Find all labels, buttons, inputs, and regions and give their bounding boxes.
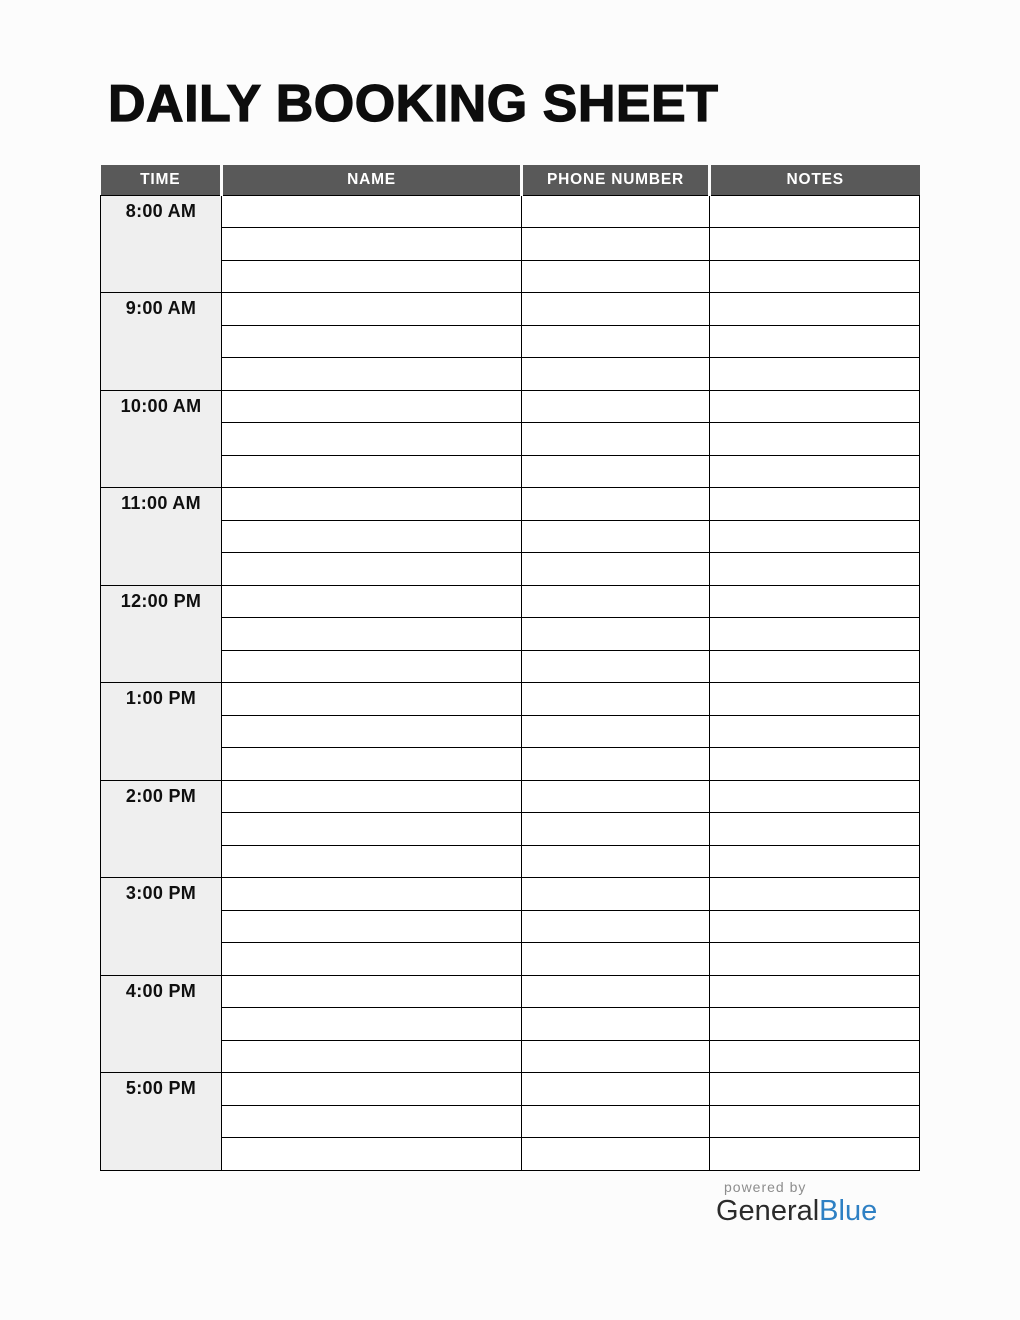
name-entry-cell	[222, 975, 522, 1008]
notes-entry-cell	[710, 358, 920, 391]
generalblue-logo	[716, 1197, 877, 1226]
name-entry-cell	[222, 1073, 522, 1106]
booking-row	[101, 1138, 920, 1171]
name-entry-cell	[222, 1138, 522, 1171]
time-slot-label: 9:00 AM	[101, 293, 222, 391]
phone-entry-cell	[522, 845, 710, 878]
booking-row	[101, 748, 920, 781]
phone-entry-cell	[522, 975, 710, 1008]
phone-entry-cell	[522, 748, 710, 781]
booking-row	[101, 1040, 920, 1073]
booking-row	[101, 943, 920, 976]
time-slot-label: 5:00 PM	[101, 1073, 222, 1171]
name-entry-cell	[222, 1008, 522, 1041]
booking-row	[101, 1105, 920, 1138]
booking-row	[101, 455, 920, 488]
name-entry-cell	[222, 943, 522, 976]
booking-row	[101, 195, 920, 228]
phone-entry-cell	[522, 1008, 710, 1041]
notes-entry-cell	[710, 585, 920, 618]
name-entry-cell	[222, 325, 522, 358]
name-entry-cell	[222, 813, 522, 846]
notes-entry-cell	[710, 195, 920, 228]
notes-entry-cell	[710, 683, 920, 716]
phone-entry-cell	[522, 1073, 710, 1106]
notes-entry-cell	[710, 423, 920, 456]
notes-entry-cell	[710, 1138, 920, 1171]
name-entry-cell	[222, 845, 522, 878]
booking-row	[101, 878, 920, 911]
booking-row	[101, 293, 920, 326]
name-entry-cell	[222, 1040, 522, 1073]
phone-entry-cell	[522, 488, 710, 521]
phone-entry-cell	[522, 358, 710, 391]
time-slot-label: 11:00 AM	[101, 488, 222, 586]
header-row	[101, 165, 920, 195]
booking-table-header	[101, 165, 920, 195]
phone-entry-cell	[522, 423, 710, 456]
phone-entry-cell	[522, 715, 710, 748]
phone-entry-cell	[522, 553, 710, 586]
notes-entry-cell	[710, 325, 920, 358]
phone-entry-cell	[522, 585, 710, 618]
footer-brand	[716, 1180, 877, 1226]
brand-general-text: General	[716, 1195, 820, 1227]
phone-entry-cell	[522, 455, 710, 488]
notes-entry-cell	[710, 715, 920, 748]
booking-row	[101, 390, 920, 423]
booking-row	[101, 910, 920, 943]
notes-entry-cell	[710, 650, 920, 683]
booking-row	[101, 423, 920, 456]
name-entry-cell	[222, 488, 522, 521]
booking-row	[101, 618, 920, 651]
booking-row	[101, 1008, 920, 1041]
name-entry-cell	[222, 520, 522, 553]
notes-entry-cell	[710, 455, 920, 488]
booking-row	[101, 358, 920, 391]
name-entry-cell	[222, 195, 522, 228]
name-entry-cell	[222, 910, 522, 943]
booking-row	[101, 780, 920, 813]
time-slot-label: 10:00 AM	[101, 390, 222, 488]
phone-entry-cell	[522, 260, 710, 293]
column-header-phone-number: PHONE NUMBER	[522, 165, 710, 195]
notes-entry-cell	[710, 975, 920, 1008]
booking-row	[101, 813, 920, 846]
page-title: DAILY BOOKING SHEET	[108, 75, 719, 133]
booking-table-body	[101, 195, 920, 1170]
phone-entry-cell	[522, 1105, 710, 1138]
notes-entry-cell	[710, 293, 920, 326]
name-entry-cell	[222, 260, 522, 293]
name-entry-cell	[222, 228, 522, 261]
booking-row	[101, 1073, 920, 1106]
notes-entry-cell	[710, 780, 920, 813]
name-entry-cell	[222, 293, 522, 326]
column-header-notes: NOTES	[710, 165, 920, 195]
time-slot-label: 12:00 PM	[101, 585, 222, 683]
notes-entry-cell	[710, 520, 920, 553]
notes-entry-cell	[710, 228, 920, 261]
phone-entry-cell	[522, 293, 710, 326]
booking-row	[101, 228, 920, 261]
name-entry-cell	[222, 585, 522, 618]
notes-entry-cell	[710, 1073, 920, 1106]
booking-row	[101, 715, 920, 748]
booking-row	[101, 683, 920, 716]
phone-entry-cell	[522, 1040, 710, 1073]
phone-entry-cell	[522, 618, 710, 651]
booking-row	[101, 650, 920, 683]
booking-row	[101, 975, 920, 1008]
name-entry-cell	[222, 390, 522, 423]
name-entry-cell	[222, 650, 522, 683]
notes-entry-cell	[710, 813, 920, 846]
powered-by-label: powered by	[724, 1179, 807, 1195]
phone-entry-cell	[522, 390, 710, 423]
phone-entry-cell	[522, 683, 710, 716]
name-entry-cell	[222, 1105, 522, 1138]
notes-entry-cell	[710, 260, 920, 293]
phone-entry-cell	[522, 650, 710, 683]
phone-entry-cell	[522, 520, 710, 553]
notes-entry-cell	[710, 488, 920, 521]
time-slot-label: 3:00 PM	[101, 878, 222, 976]
booking-row	[101, 585, 920, 618]
name-entry-cell	[222, 455, 522, 488]
time-slot-label: 8:00 AM	[101, 195, 222, 293]
time-slot-label: 1:00 PM	[101, 683, 222, 781]
notes-entry-cell	[710, 910, 920, 943]
name-entry-cell	[222, 683, 522, 716]
notes-entry-cell	[710, 390, 920, 423]
notes-entry-cell	[710, 618, 920, 651]
phone-entry-cell	[522, 878, 710, 911]
name-entry-cell	[222, 780, 522, 813]
phone-entry-cell	[522, 943, 710, 976]
name-entry-cell	[222, 878, 522, 911]
notes-entry-cell	[710, 878, 920, 911]
name-entry-cell	[222, 715, 522, 748]
booking-row	[101, 520, 920, 553]
notes-entry-cell	[710, 1105, 920, 1138]
time-slot-label: 4:00 PM	[101, 975, 222, 1073]
phone-entry-cell	[522, 228, 710, 261]
booking-row	[101, 325, 920, 358]
name-entry-cell	[222, 553, 522, 586]
booking-row	[101, 553, 920, 586]
name-entry-cell	[222, 358, 522, 391]
phone-entry-cell	[522, 1138, 710, 1171]
notes-entry-cell	[710, 748, 920, 781]
notes-entry-cell	[710, 1008, 920, 1041]
booking-row	[101, 488, 920, 521]
column-header-time: TIME	[101, 165, 222, 195]
phone-entry-cell	[522, 780, 710, 813]
notes-entry-cell	[710, 553, 920, 586]
phone-entry-cell	[522, 813, 710, 846]
phone-entry-cell	[522, 325, 710, 358]
name-entry-cell	[222, 618, 522, 651]
name-entry-cell	[222, 748, 522, 781]
column-header-name: NAME	[222, 165, 522, 195]
notes-entry-cell	[710, 1040, 920, 1073]
booking-table	[100, 165, 920, 1171]
notes-entry-cell	[710, 845, 920, 878]
brand-blue-text: Blue	[819, 1195, 878, 1227]
phone-entry-cell	[522, 195, 710, 228]
name-entry-cell	[222, 423, 522, 456]
time-slot-label: 2:00 PM	[101, 780, 222, 878]
notes-entry-cell	[710, 943, 920, 976]
phone-entry-cell	[522, 910, 710, 943]
booking-row	[101, 845, 920, 878]
booking-row	[101, 260, 920, 293]
